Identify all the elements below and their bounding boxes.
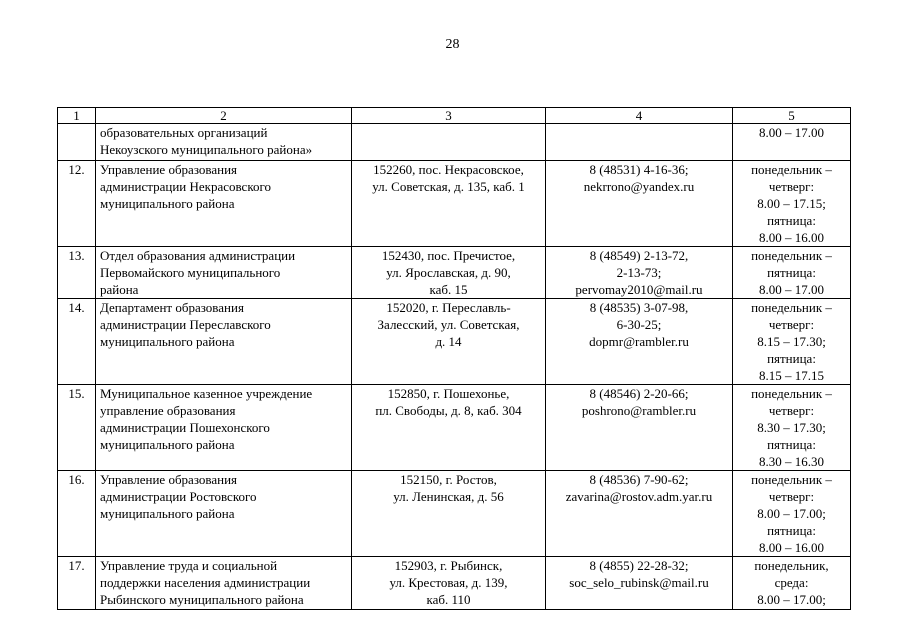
column-header-3: 3	[352, 108, 546, 124]
organization-address	[352, 124, 546, 161]
organization-name: Управление труда и социальной поддержки населения администрации Рыбинского муниципального района	[96, 557, 352, 610]
organization-name: Отдел образования администрации Первомайского муниципального района	[96, 247, 352, 299]
organization-name: Управление образования администрации Некрасовского муниципального района	[96, 161, 352, 247]
table-row	[58, 299, 851, 385]
institutions-table	[57, 107, 851, 610]
organization-name: Департамент образования администрации Переславского муниципального района	[96, 299, 352, 385]
column-header-5: 5	[733, 108, 851, 124]
working-hours: 8.00 – 17.00	[733, 124, 851, 161]
table-row	[58, 557, 851, 610]
organization-contact: 8 (48549) 2-13-72, 2-13-73; pervomay2010@mail.ru	[546, 247, 733, 299]
organization-name: Муниципальное казенное учреждение управление образования администрации Пошехонского муниципального района	[96, 385, 352, 471]
working-hours: понедельник – четверг: 8.00 – 17.00; пятница: 8.00 – 16.00	[733, 471, 851, 557]
working-hours: понедельник – четверг: 8.15 – 17.30; пятница: 8.15 – 17.15	[733, 299, 851, 385]
organization-contact: 8 (48535) 3-07-98, 6-30-25; dopmr@rambler.ru	[546, 299, 733, 385]
row-number: 15.	[58, 385, 96, 471]
column-header-1: 1	[58, 108, 96, 124]
row-number: 13.	[58, 247, 96, 299]
row-number: 12.	[58, 161, 96, 247]
table-row	[58, 124, 851, 161]
row-number	[58, 124, 96, 161]
organization-contact: 8 (48536) 7-90-62; zavarina@rostov.adm.yar.ru	[546, 471, 733, 557]
working-hours: понедельник, среда: 8.00 – 17.00;	[733, 557, 851, 610]
organization-address: 152020, г. Переславль- Залесский, ул. Советская, д. 14	[352, 299, 546, 385]
working-hours: понедельник – пятница: 8.00 – 17.00	[733, 247, 851, 299]
organization-address: 152150, г. Ростов, ул. Ленинская, д. 56	[352, 471, 546, 557]
row-number: 14.	[58, 299, 96, 385]
row-number: 16.	[58, 471, 96, 557]
page-number: 28	[445, 37, 460, 52]
organization-address: 152850, г. Пошехонье, пл. Свободы, д. 8, каб. 304	[352, 385, 546, 471]
organization-contact	[546, 124, 733, 161]
table-header-row	[58, 108, 851, 124]
organization-name: Управление образования администрации Ростовского муниципального района	[96, 471, 352, 557]
organization-address: 152430, пос. Пречистое, ул. Ярославская, д. 90, каб. 15	[352, 247, 546, 299]
organization-contact: 8 (48531) 4-16-36; nekrrono@yandex.ru	[546, 161, 733, 247]
column-header-4: 4	[546, 108, 733, 124]
table-row	[58, 247, 851, 299]
organization-address: 152260, пос. Некрасовское, ул. Советская, д. 135, каб. 1	[352, 161, 546, 247]
table-row	[58, 161, 851, 247]
organization-contact: 8 (4855) 22-28-32; soc_selo_rubinsk@mail.ru	[546, 557, 733, 610]
organization-name: образовательных организаций Некоузского муниципального района»	[96, 124, 352, 161]
table-row	[58, 471, 851, 557]
organization-address: 152903, г. Рыбинск, ул. Крестовая, д. 139, каб. 110	[352, 557, 546, 610]
table-row	[58, 385, 851, 471]
organization-contact: 8 (48546) 2-20-66; poshrono@rambler.ru	[546, 385, 733, 471]
working-hours: понедельник – четверг: 8.00 – 17.15; пятница: 8.00 – 16.00	[733, 161, 851, 247]
row-number: 17.	[58, 557, 96, 610]
working-hours: понедельник – четверг: 8.30 – 17.30; пятница: 8.30 – 16.30	[733, 385, 851, 471]
column-header-2: 2	[96, 108, 352, 124]
